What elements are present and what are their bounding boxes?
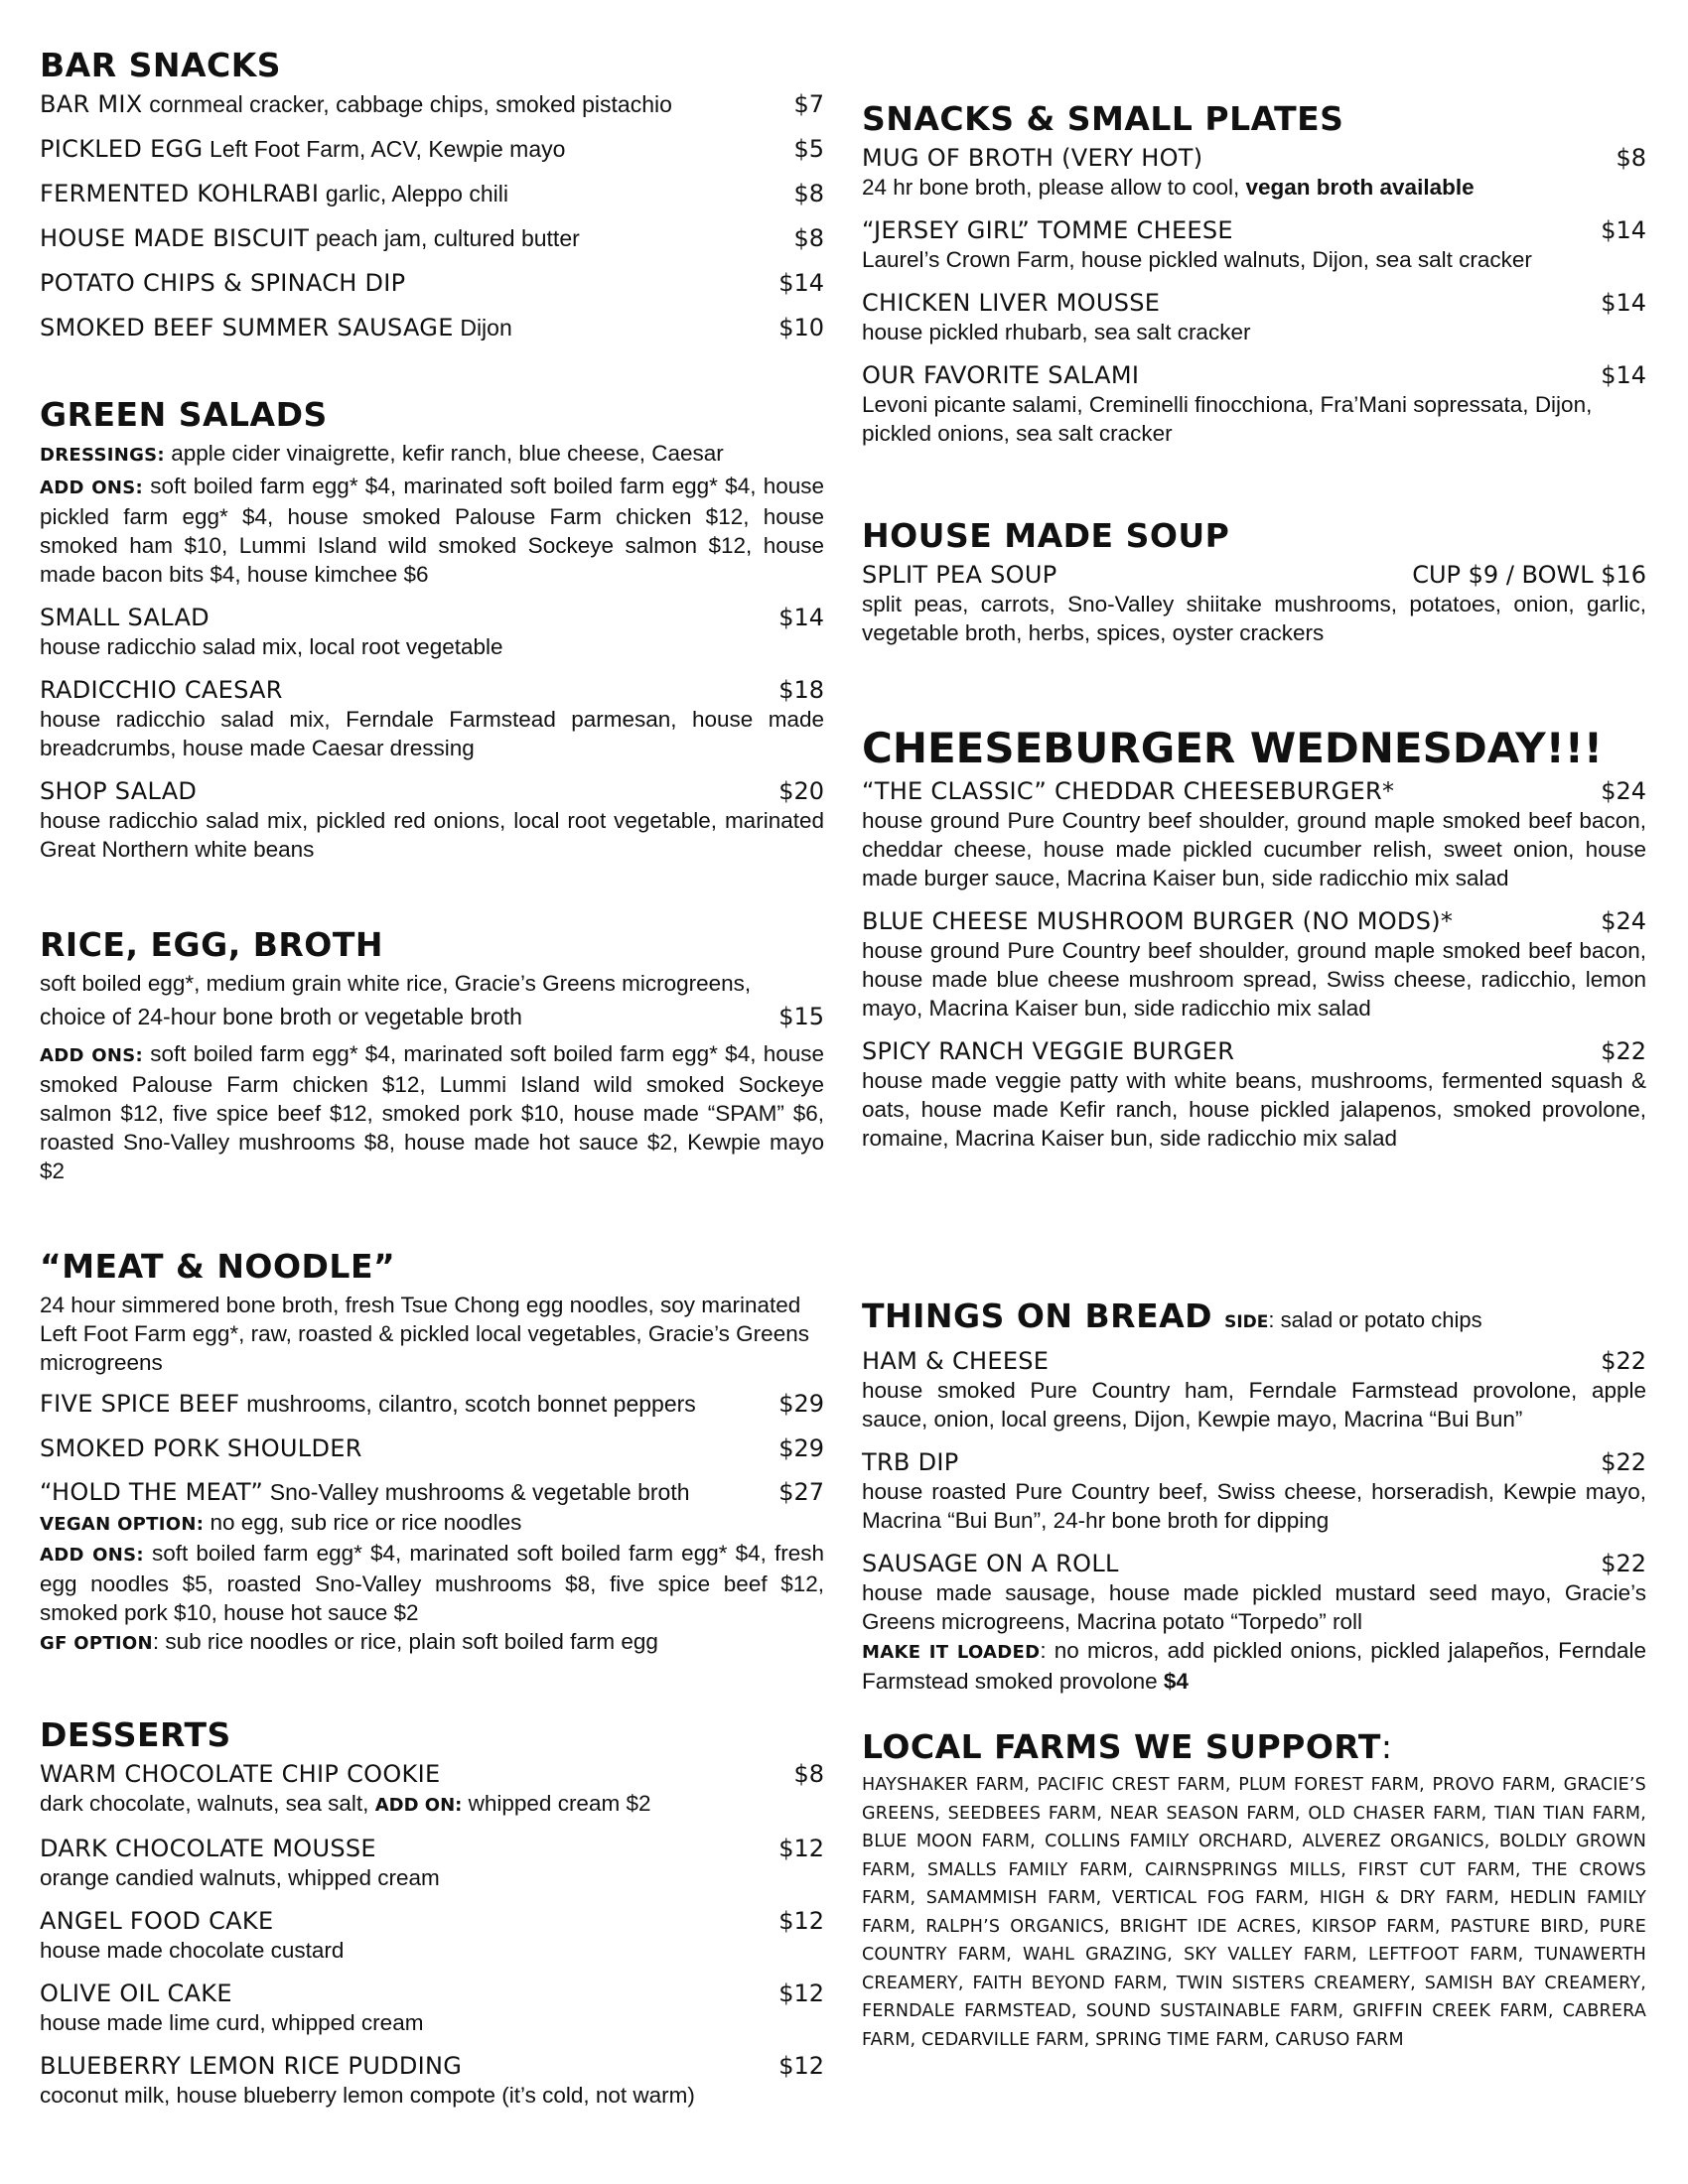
item-desc: house ground Pure Country beef shoulder, ground maple smoked beef bacon, house made blue cheese mushroom spread, Swiss cheese, radicchio, lemon mayo, Macrina Kaiser bun, side radicchio mix salad	[862, 938, 1646, 1021]
item-name: SPLIT PEA SOUP	[862, 561, 1057, 589]
section-heading: BAR SNACKS	[40, 46, 282, 84]
menu-item	[40, 603, 824, 632]
item-price: $12	[778, 1979, 824, 2007]
item-name: BLUEBERRY LEMON RICE PUDDING	[40, 2052, 463, 2080]
section-heading: RICE, EGG, BROTH	[40, 925, 383, 964]
item-name: FERMENTED KOHLRABI	[40, 180, 320, 207]
item-name: RADICCHIO CAESAR	[40, 676, 283, 704]
section-desserts	[40, 1715, 824, 2110]
item-desc: house made sausage, house made pickled mustard seed mayo, Gracie’s Greens microgreens, Macrina potato “Torpedo” roll	[862, 1580, 1646, 1634]
item-desc: house roasted Pure Country beef, Swiss cheese, horseradish, Kewpie mayo, Macrina “Bui Bun”, 24-hr bone broth for dipping	[862, 1479, 1646, 1533]
item-name: BAR MIX	[40, 90, 143, 118]
menu-item	[40, 1477, 824, 1508]
farms-list: HAYSHAKER FARM, PACIFIC CREST FARM, PLUM FOREST FARM, PROVO FARM, GRACIE’S GREENS, SEEDBEES FARM, NEAR SEASON FARM, OLD CHASER FARM, TIAN TIAN FARM, BLUE MOON FARM, COLLINS FAMILY ORCHARD, ALVEREZ ORGANICS, BOLDLY GROWN FARM, SMALLS FAMILY FARM, CAIRNSPRINGS MILLS, FIRST CUT FARM, THE CROWS FARM, SAMAMMISH FARM, VERTICAL FOG FARM, HIGH & DRY FARM, HEDLIN FAMILY FARM, RALPH’S ORGANICS, BRIGHT IDE ACRES, KIRSOP FARM, PASTURE BIRD, PURE COUNTRY FARM, WAHL GRAZING, SKY VALLEY FARM, LEFTFOOT FARM, TUNAWERTH CREAMERY, FAITH BEYOND FARM, TWIN SISTERS CREAMERY, SAMISH BAY CREAMERY, FERNDALE FARMSTEAD, SOUND SUSTAINABLE FARM, GRIFFIN CREEK FARM, CABRERA FARM, CEDARVILLE FARM, SPRING TIME FARM, CARUSO FARM	[862, 1775, 1646, 2050]
item-name: OUR FAVORITE SALAMI	[862, 361, 1140, 389]
menu-item	[40, 89, 824, 120]
item-desc: house radicchio salad mix, Ferndale Farmstead parmesan, house made breadcrumbs, house made Caesar dressing	[40, 707, 824, 760]
item-desc: house made veggie patty with white beans, mushrooms, fermented squash & oats, house made Kefir ranch, house pickled jalapenos, smoked provolone, romaine, Macrina Kaiser bun, side radicchio mix salad	[862, 1068, 1646, 1151]
item-desc: house radicchio salad mix, local root vegetable	[40, 634, 503, 659]
item-price: $22	[1601, 1448, 1646, 1476]
menu-item	[40, 268, 824, 299]
section-heading: LOCAL FARMS WE SUPPORT:	[862, 1727, 1393, 1766]
section-heading: “MEAT & NOODLE”	[40, 1247, 396, 1286]
loaded-note: MAKE IT LOADED: no micros, add pickled onions, pickled jalapeños, Ferndale Farmstead smoked provolone $4	[862, 1638, 1646, 1694]
menu-item	[40, 223, 824, 254]
item-price: $5	[793, 135, 824, 163]
item-name: “HOLD THE MEAT”	[40, 1478, 264, 1506]
menu-item	[862, 1447, 1646, 1477]
item-desc: orange candied walnuts, whipped cream	[40, 1865, 440, 1890]
item-desc: Sno-Valley mushrooms & vegetable broth	[269, 1479, 690, 1505]
item-price: $29	[778, 1434, 824, 1462]
menu-item	[40, 1759, 824, 1789]
item-name: SAUSAGE ON A ROLL	[862, 1550, 1119, 1577]
section-desc: soft boiled egg*, medium grain white rice, Gracie’s Greens microgreens,	[40, 971, 752, 996]
vegan-note: VEGAN OPTION: no egg, sub rice or rice noodles	[40, 1510, 522, 1535]
menu-item	[862, 776, 1646, 806]
item-desc: dark chocolate, walnuts, sea salt, ADD ON: whipped cream $2	[40, 1791, 651, 1816]
item-price: $14	[1601, 289, 1646, 317]
item-desc: house made chocolate custard	[40, 1938, 345, 1963]
item-price: $22	[1601, 1550, 1646, 1577]
item-name: SMOKED BEEF SUMMER SAUSAGE	[40, 314, 454, 341]
menu-item	[862, 288, 1646, 318]
menu-item	[862, 560, 1646, 590]
menu-item	[40, 1389, 824, 1420]
item-price: $7	[793, 90, 824, 118]
menu-item	[40, 1433, 824, 1463]
section-things-on-bread	[862, 1297, 1646, 1696]
gf-note: GF OPTION: sub rice noodles or rice, plain soft boiled farm egg	[40, 1629, 658, 1654]
item-price: $14	[1601, 361, 1646, 389]
item-desc: 24 hr bone broth, please allow to cool, vegan broth available	[862, 175, 1475, 200]
item-name: HOUSE MADE BISCUIT	[40, 224, 310, 252]
item-desc: Laurel’s Crown Farm, house pickled walnuts, Dijon, sea salt cracker	[862, 247, 1532, 272]
menu-item	[40, 776, 824, 806]
section-rice-egg-broth	[40, 925, 824, 1185]
item-price: $14	[778, 604, 824, 631]
menu-item	[862, 1036, 1646, 1066]
menu-item	[862, 906, 1646, 936]
item-name: DARK CHOCOLATE MOUSSE	[40, 1835, 376, 1862]
item-desc: garlic, Aleppo chili	[325, 181, 508, 206]
item-desc: house radicchio salad mix, pickled red onions, local root vegetable, marinated Great Northern white beans	[40, 808, 824, 862]
section-heading: THINGS ON BREAD SIDE: salad or potato chips	[862, 1297, 1482, 1335]
item-desc: house ground Pure Country beef shoulder, ground maple smoked beef bacon, cheddar cheese, house made pickled cucumber relish, sweet onion, house made burger sauce, Macrina Kaiser bun, side radicchio mix salad	[862, 808, 1646, 890]
menu-item	[862, 215, 1646, 245]
item-price: $8	[793, 180, 824, 207]
item-price: $10	[778, 314, 824, 341]
item-name: PICKLED EGG	[40, 135, 204, 163]
item-name: ANGEL FOOD CAKE	[40, 1907, 274, 1935]
item-price: $8	[1616, 144, 1646, 172]
menu-item	[40, 675, 824, 705]
item-desc: house pickled rhubarb, sea salt cracker	[862, 320, 1251, 344]
menu-item	[40, 134, 824, 165]
item-name: SMOKED PORK SHOULDER	[40, 1434, 362, 1462]
item-name: TRB DIP	[862, 1448, 959, 1476]
item-desc: split peas, carrots, Sno-Valley shiitake mushrooms, potatoes, onion, garlic, vegetable broth, herbs, spices, oyster crackers	[862, 592, 1646, 645]
item-name: SPICY RANCH VEGGIE BURGER	[862, 1037, 1235, 1065]
menu-item	[862, 1346, 1646, 1376]
addons-note: ADD ONS: soft boiled farm egg* $4, marinated soft boiled farm egg* $4, house pickled farm egg* $4, house smoked Palouse Farm chicken $12, house smoked ham $10, Lummi Island wild smoked Sockeye salmon $12, house made bacon bits $4, house kimchee $6	[40, 474, 824, 587]
item-price: $14	[1601, 216, 1646, 244]
menu-item	[40, 313, 824, 343]
section-desc: choice of 24-hour bone broth or vegetable broth	[40, 1004, 522, 1029]
item-price: $20	[778, 777, 824, 805]
item-desc: Levoni picante salami, Creminelli finocchiona, Fra’Mani sopressata, Dijon, pickled onions, sea salt cracker	[862, 392, 1593, 446]
item-price: $22	[1601, 1347, 1646, 1375]
menu-item	[40, 2051, 824, 2081]
section-desc: 24 hour simmered bone broth, fresh Tsue Chong egg noodles, soy marinated Left Foot Farm egg*, raw, roasted & pickled local vegetables, Gracie’s Greens microgreens	[40, 1293, 809, 1375]
item-name: “THE CLASSIC” CHEDDAR CHEESEBURGER*	[862, 777, 1395, 805]
section-green-salads	[40, 395, 824, 864]
item-name: FIVE SPICE BEEF	[40, 1390, 240, 1418]
section-house-made-soup	[862, 516, 1646, 647]
section-heading: DESSERTS	[40, 1715, 231, 1754]
item-price: $15	[778, 1003, 824, 1030]
item-name: BLUE CHEESE MUSHROOM BURGER (NO MODS)*	[862, 907, 1454, 935]
section-snacks-small-plates	[862, 99, 1646, 448]
item-desc: house made lime curd, whipped cream	[40, 2010, 424, 2035]
section-heading: GREEN SALADS	[40, 395, 328, 434]
item-price: $12	[778, 1835, 824, 1862]
section-bar-snacks	[40, 46, 824, 343]
item-desc: cornmeal cracker, cabbage chips, smoked pistachio	[149, 91, 672, 117]
item-name: MUG OF BROTH (VERY HOT)	[862, 144, 1203, 172]
item-name: HAM & CHEESE	[862, 1347, 1050, 1375]
section-heading: HOUSE MADE SOUP	[862, 516, 1230, 555]
addons-note: ADD ONS: soft boiled farm egg* $4, marinated soft boiled farm egg* $4, house smoked Palouse Farm chicken $12, Lummi Island wild smoked Sockeye salmon $12, five spice beef $12, smoked pork $10, house made “SPAM” $6, roasted Sno-Valley mushrooms $8, house made hot sauce $2, Kewpie mayo $2	[40, 1041, 824, 1183]
side-note: SIDE: salad or potato chips	[1224, 1307, 1482, 1332]
item-price: $18	[778, 676, 824, 704]
dressings-note: DRESSINGS: apple cider vinaigrette, kefir ranch, blue cheese, Caesar	[40, 441, 724, 466]
item-name: WARM CHOCOLATE CHIP COOKIE	[40, 1760, 441, 1788]
item-price: $14	[778, 269, 824, 297]
menu-item	[862, 143, 1646, 173]
item-price: $29	[778, 1390, 824, 1418]
menu-item	[40, 1834, 824, 1863]
addons-note: ADD ONS: soft boiled farm egg* $4, marinated soft boiled farm egg* $4, fresh egg noodles $5, roasted Sno-Valley mushrooms $8, five spice beef $12, smoked pork $10, house hot sauce $2	[40, 1541, 824, 1625]
item-price: $22	[1601, 1037, 1646, 1065]
item-price: $8	[793, 1760, 824, 1788]
menu-item	[40, 1906, 824, 1936]
item-name: CHICKEN LIVER MOUSSE	[862, 289, 1161, 317]
item-price: $8	[793, 224, 824, 252]
menu-item	[40, 1002, 824, 1031]
section-heading: CHEESEBURGER WEDNESDAY!!!	[862, 724, 1604, 772]
item-name: SHOP SALAD	[40, 777, 198, 805]
item-price: $27	[778, 1478, 824, 1506]
item-name: POTATO CHIPS & SPINACH DIP	[40, 269, 406, 297]
item-price: $12	[778, 2052, 824, 2080]
item-desc: peach jam, cultured butter	[315, 225, 580, 251]
section-meat-noodle	[40, 1247, 824, 1658]
item-price: CUP $9 / BOWL $16	[1412, 561, 1646, 589]
item-name: “JERSEY GIRL” TOMME CHEESE	[862, 216, 1233, 244]
menu-item	[40, 179, 824, 209]
item-desc: coconut milk, house blueberry lemon compote (it’s cold, not warm)	[40, 2083, 695, 2108]
item-price: $24	[1601, 777, 1646, 805]
item-name: SMALL SALAD	[40, 604, 210, 631]
section-local-farms	[862, 1727, 1646, 2054]
section-heading: SNACKS & SMALL PLATES	[862, 99, 1344, 138]
item-desc: Left Foot Farm, ACV, Kewpie mayo	[210, 136, 566, 162]
item-desc: mushrooms, cilantro, scotch bonnet peppers	[246, 1391, 696, 1417]
menu-item	[862, 360, 1646, 390]
section-cheeseburger-wednesday	[862, 725, 1646, 1153]
item-name: OLIVE OIL CAKE	[40, 1979, 232, 2007]
item-price: $12	[778, 1907, 824, 1935]
item-price: $24	[1601, 907, 1646, 935]
item-desc: house smoked Pure Country ham, Ferndale Farmstead provolone, apple sauce, onion, local greens, Dijon, Kewpie mayo, Macrina “Bui Bun”	[862, 1378, 1646, 1432]
item-desc: Dijon	[460, 315, 512, 341]
menu-item	[40, 1979, 824, 2008]
menu-item	[862, 1549, 1646, 1578]
